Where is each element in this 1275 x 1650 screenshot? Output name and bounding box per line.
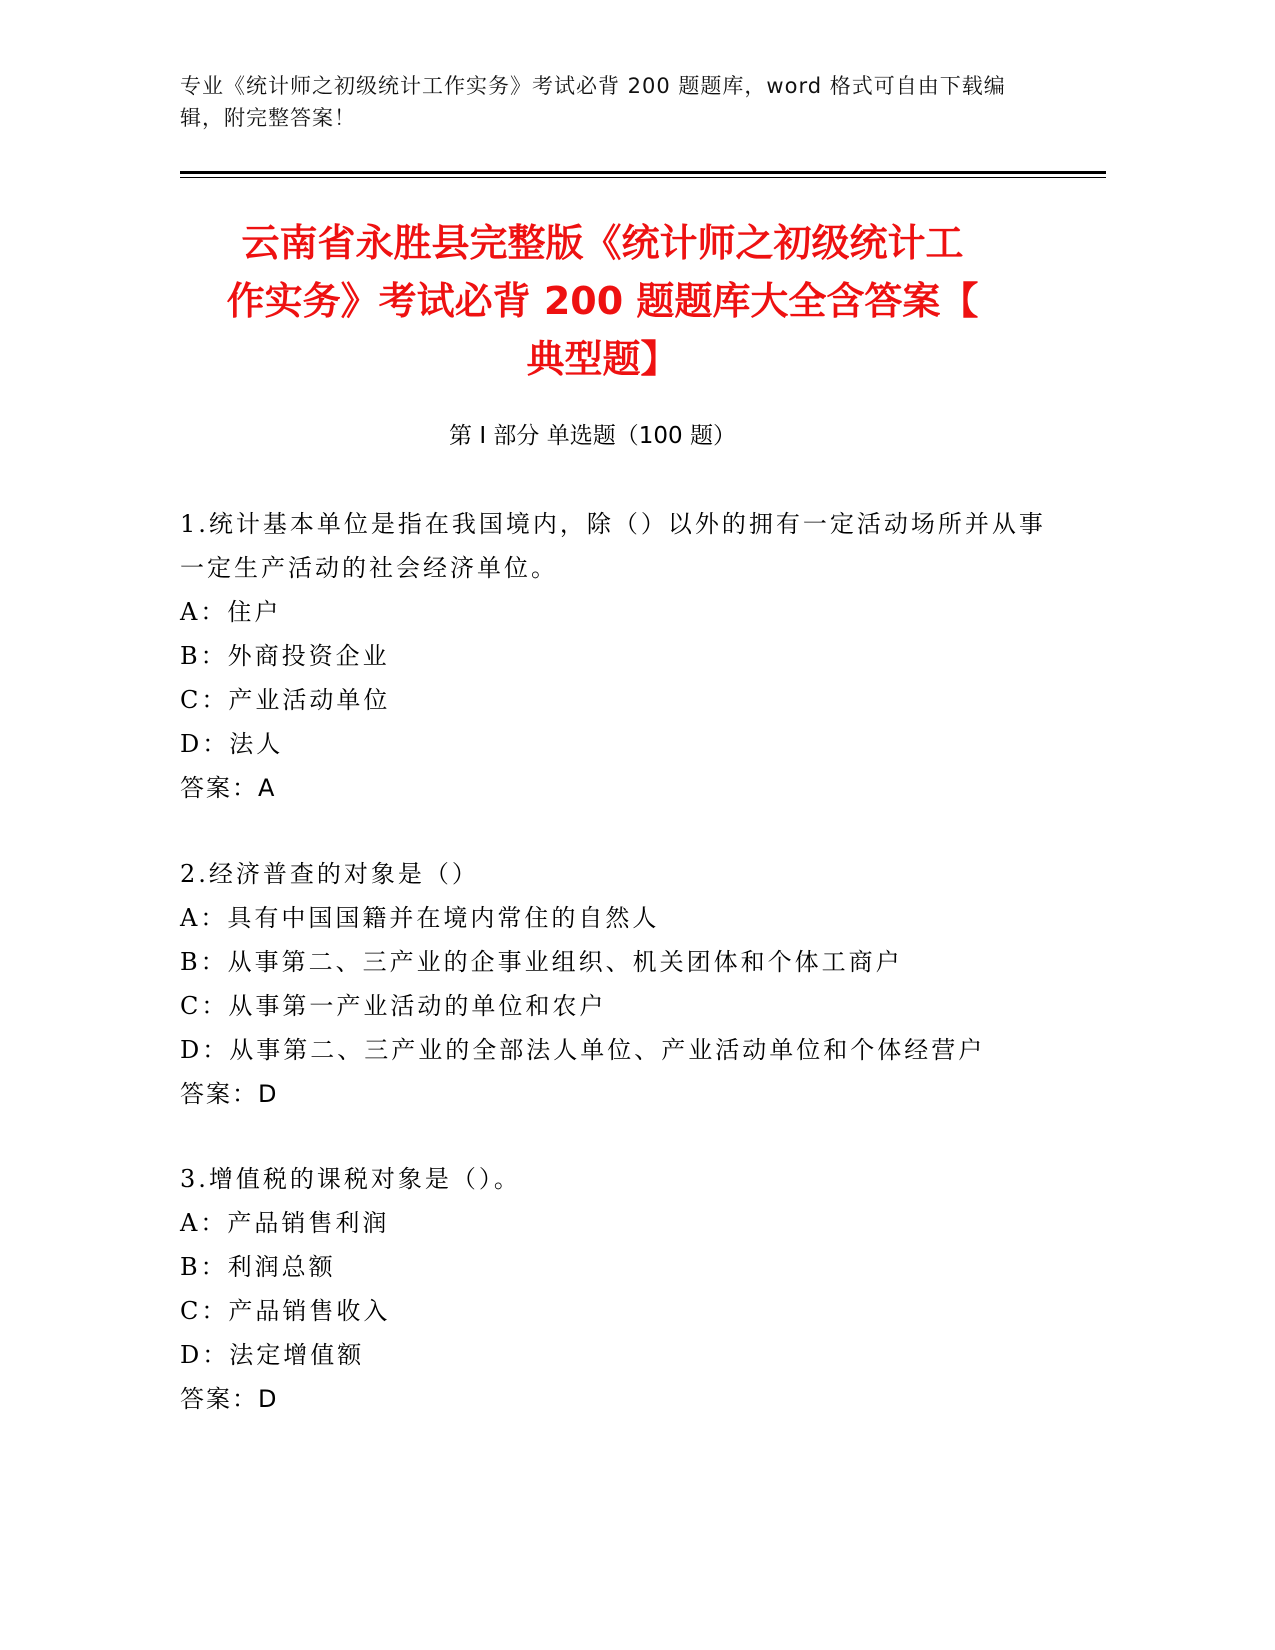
question-1 — [180, 502, 1050, 810]
header-divider-thin — [180, 177, 1106, 178]
question-stem: 1.统计基本单位是指在我国境内，除（）以外的拥有一定活动场所并从事一定生产活动的社会经济单位。 — [180, 510, 1046, 582]
option-d: D：从事第二、三产业的全部法人单位、产业活动单位和个体经营户 — [180, 1036, 986, 1064]
title-line-1: 云南省永胜县完整版《统计师之初级统计工 — [241, 221, 964, 265]
option-d: D：法定增值额 — [180, 1341, 365, 1369]
document-header-note: 专业《统计师之初级统计工作实务》考试必背 200 题题库，word 格式可自由下载编辑，附完整答案！ — [180, 74, 1006, 130]
answer-line: 答案：A — [180, 774, 277, 802]
answer-line: 答案：D — [180, 1385, 279, 1413]
option-c: C：从事第一产业活动的单位和农户 — [180, 992, 607, 1020]
question-stem: 3.增值税的课税对象是（）。 — [180, 1165, 521, 1193]
option-b: B：利润总额 — [180, 1253, 336, 1281]
option-c: C：产品销售收入 — [180, 1297, 391, 1325]
option-b: B：外商投资企业 — [180, 642, 390, 670]
question-3 — [180, 1157, 1050, 1421]
option-c: C：产业活动单位 — [180, 686, 391, 714]
answer-line: 答案：D — [180, 1080, 279, 1108]
header-divider-thick — [180, 171, 1106, 174]
title-line-3: 典型题】 — [526, 337, 679, 381]
question-2 — [180, 852, 1050, 1116]
option-a: A：具有中国国籍并在境内常住的自然人 — [180, 904, 660, 932]
question-stem: 2.经济普查的对象是（） — [180, 860, 479, 888]
option-a: A：产品销售利润 — [180, 1209, 390, 1237]
option-b: B：从事第二、三产业的企事业组织、机关团体和个体工商户 — [180, 948, 903, 976]
section-heading: 第 I 部分 单选题（100 题） — [449, 423, 736, 449]
option-a: A：住户 — [180, 598, 282, 626]
option-d: D：法人 — [180, 730, 284, 758]
title-line-2: 作实务》考试必背 200 题题库大全含答案【 — [226, 279, 979, 323]
document-title — [180, 214, 1025, 388]
